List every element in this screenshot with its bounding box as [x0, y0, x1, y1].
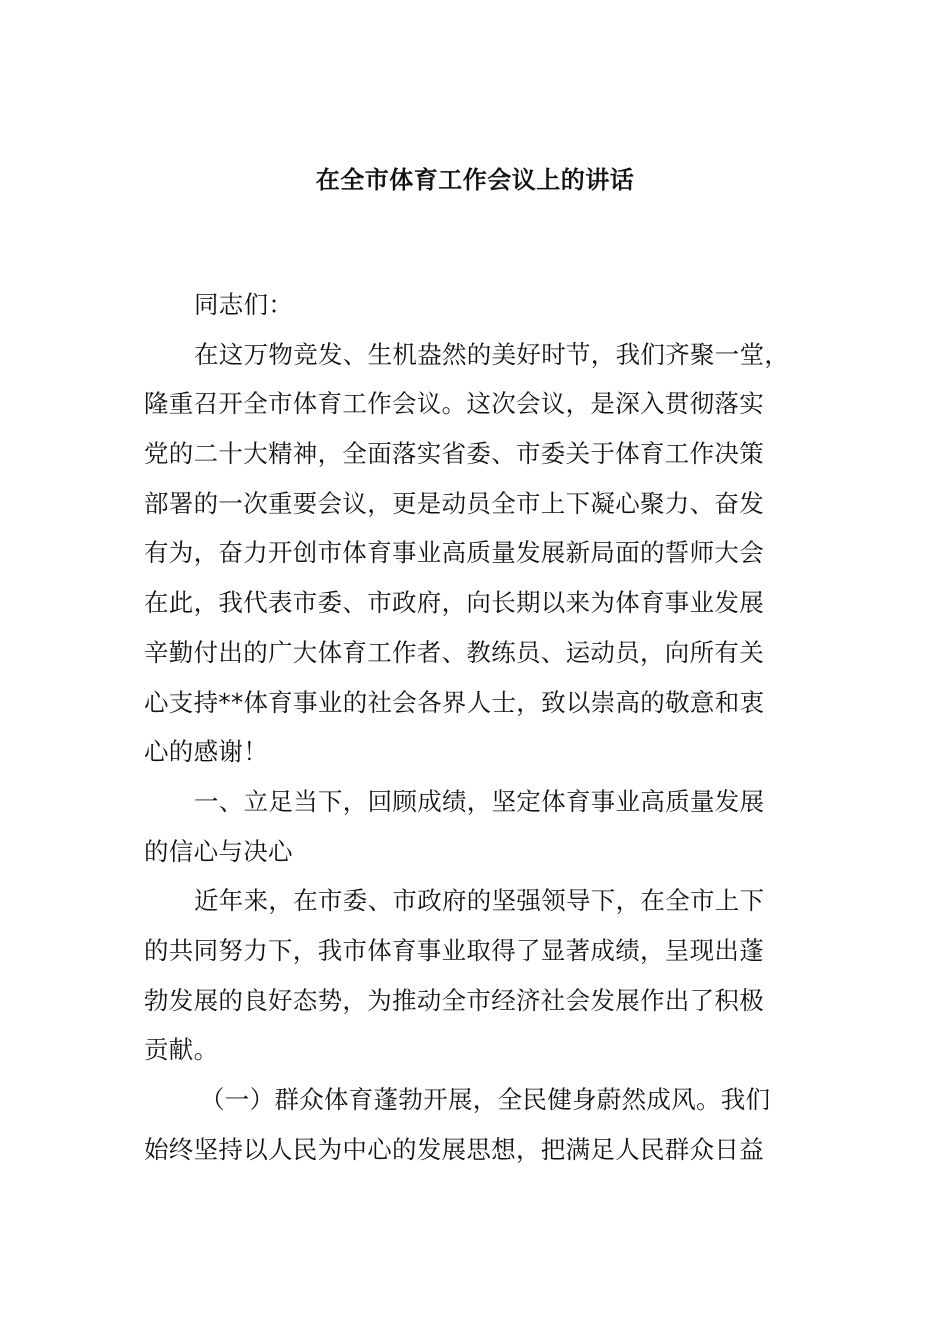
salutation-line: 同志们：: [194, 290, 294, 319]
paragraph-1-line-6: 在此，我代表市委、市政府，向长期以来为体育事业发展: [144, 588, 764, 618]
paragraph-1-line-5: 有为，奋力开创市体育事业高质量发展新局面的誓师大会: [144, 538, 764, 568]
paragraph-1-line-1: 在这万物竞发、生机盎然的美好时节，我们齐聚一堂，: [194, 339, 790, 369]
section-heading-line-2: 的信心与决心: [144, 836, 293, 866]
document-body: [144, 280, 810, 1174]
paragraph-2-line-4: 贡献。: [144, 1035, 219, 1065]
paragraph-1-line-2: 隆重召开全市体育工作会议。这次会议，是深入贯彻落实: [144, 389, 764, 419]
section-heading-line-1: 一、立足当下，回顾成绩，坚定体育事业高质量发展: [194, 786, 765, 816]
paragraph-2-line-2: 的共同努力下，我市体育事业取得了显著成绩，呈现出蓬: [144, 935, 764, 965]
paragraph-3-line-2: 始终坚持以人民为中心的发展思想，把满足人民群众日益: [144, 1134, 764, 1164]
paragraph-1-line-4: 部署的一次重要会议，更是动员全市上下凝心聚力、奋发: [144, 488, 764, 518]
paragraph-1-line-8: 心支持**体育事业的社会各界人士，致以崇高的敬意和衷: [144, 687, 765, 717]
paragraph-2-line-3: 勃发展的良好态势，为推动全市经济社会发展作出了积极: [144, 985, 764, 1015]
paragraph-2-line-1: 近年来，在市委、市政府的坚强领导下，在全市上下: [194, 886, 765, 916]
paragraph-3-line-1: （一）群众体育蓬勃开展，全民健身蔚然成风。我们: [200, 1085, 771, 1114]
paragraph-1-line-7: 辛勤付出的广大体育工作者、教练员、运动员，向所有关: [144, 637, 764, 667]
document-title: 在全市体育工作会议上的讲话: [315, 166, 635, 194]
paragraph-1-line-9: 心的感谢！: [144, 737, 268, 767]
paragraph-1-line-3: 党的二十大精神，全面落实省委、市委关于体育工作决策: [144, 439, 764, 469]
